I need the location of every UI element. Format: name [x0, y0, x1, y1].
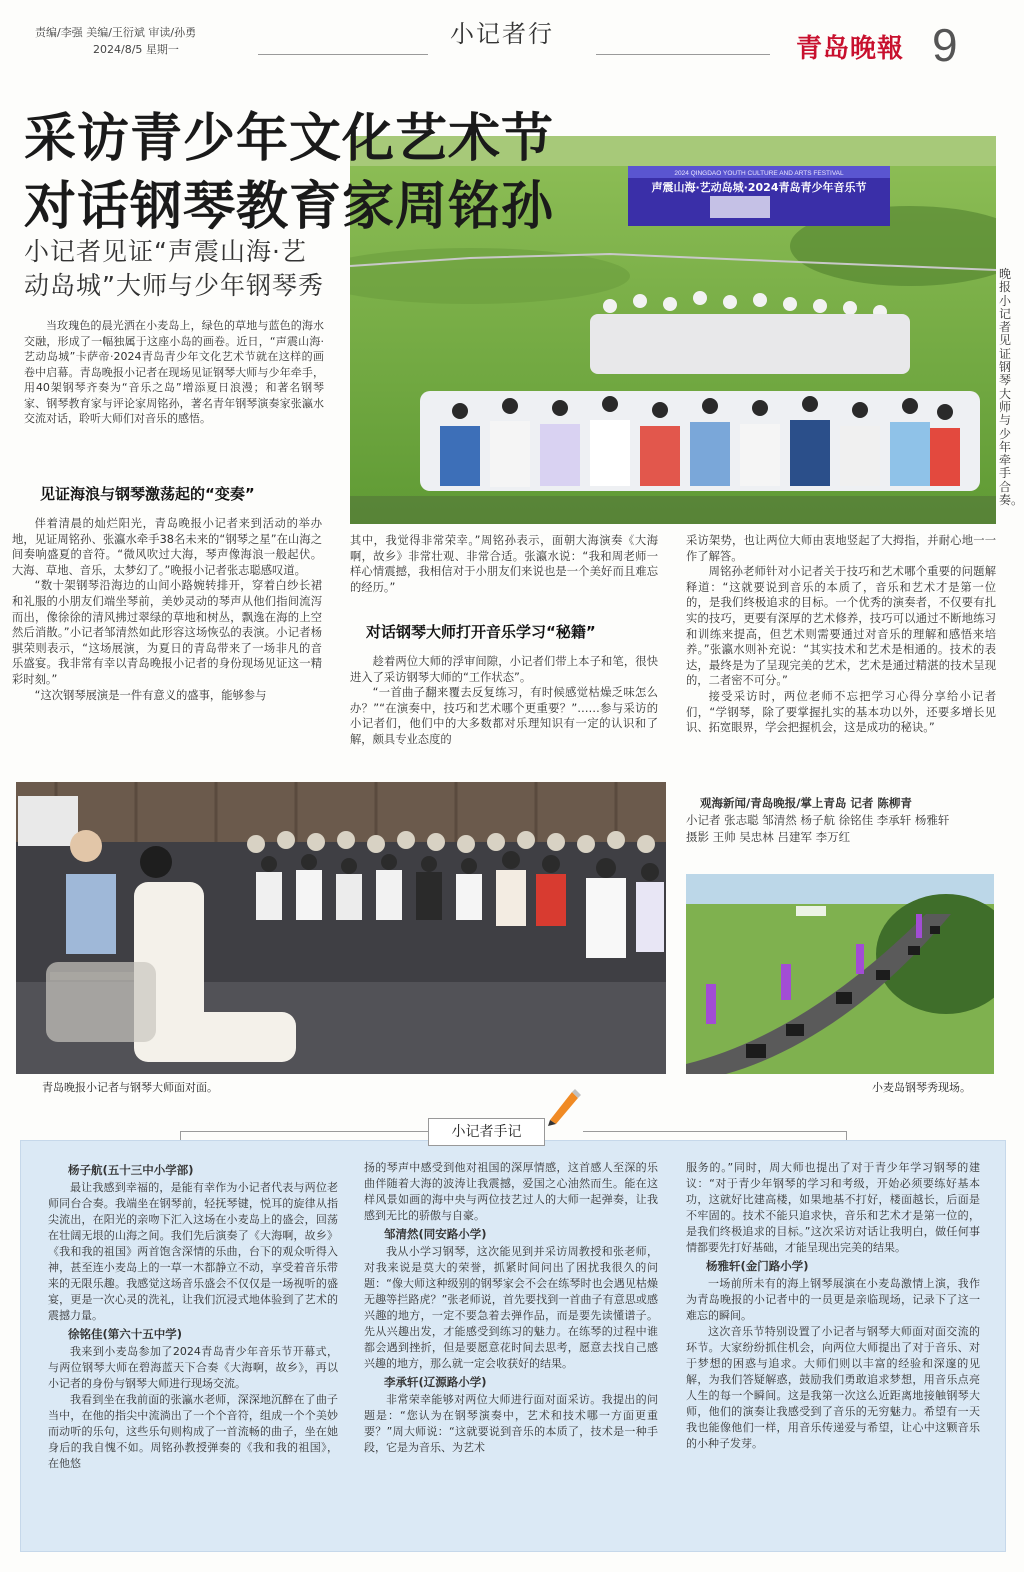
header-rule-left — [258, 54, 428, 55]
notes-rule-left — [180, 1131, 428, 1132]
notes-column-3 — [686, 1160, 980, 1452]
section1-body — [12, 516, 322, 703]
photo-interview-illustration — [16, 782, 666, 1074]
editor-credits — [35, 24, 196, 58]
note-author-yang-zihang: 杨子航(五十三中小学部) — [68, 1163, 194, 1177]
newspaper-logo: 青岛晚報 — [796, 34, 905, 64]
section2-para1: 趁着两位大师的浮审间隙，小记者们带上本子和笔，很快进入了采访钢琴大师的“工作状态”。 — [350, 655, 658, 684]
note-yang-yaxuan-text2: 这次音乐节特别设置了小记者与钢琴大师面对面交流的环节。大家纷纷抓住机会，向两位大师提出了对于音乐、对于梦想的困惑与追求。大师们则以丰富的经验和深邃的见解，为我们答疑解惑，鼓励我们勇敢追求梦想，用音乐点亮人生的每一个瞬间。这是我第一次这么近距离地接触钢琴大师，他们的演奏让我感受到了音乐的无穷魅力。希望有一天我也能像他们一样，用音乐传递爱与希望，让心中这颗音乐的小种子发芽。 — [686, 1325, 980, 1450]
note-author-zou-qingran: 邹清然(同安路小学) — [384, 1227, 487, 1241]
subheadline-line2: 动岛城”大师与少年钢琴秀 — [24, 271, 324, 300]
top-photo-caption: 晚报小记者见证钢琴大师与少年牵手合奏。 — [999, 267, 1024, 508]
note-yang-zihang-text: 最让我感到幸福的，是能有幸作为小记者代表与两位老师同台合奏。我端坐在钢琴前，轻抚琴键，悦耳的旋律从指尖流出，在阳光的亲吻下汇入这场在小麦岛上的盛会，回荡在壮阔无垠的山海之间。我们先后演奏了《大海啊，故乡》《我和我的祖国》两首饱含深情的乐曲，台下的观众听得入神，甚至连小麦岛上的一草一木都静立不动，享受着音乐带来的无限乐趣。我感觉这场音乐盛会不仅仅是一场视听的盛宴，更是一次心灵的洗礼，让我们沉浸式地体验到了艺术的震撼力量。 — [48, 1181, 338, 1322]
column3-body — [686, 533, 996, 736]
headline-line2: 对话钢琴教育家周铭孙 — [24, 177, 555, 237]
section2-body — [350, 654, 658, 748]
byline-kid-reporters: 小记者 张志聪 邹清然 杨子航 徐铭佳 李承轩 杨雅轩 — [686, 813, 950, 827]
section1-para2: “数十架钢琴沿海边的山间小路婉转排开，穿着白纱长裙和礼服的小朋友们端坐琴前，美妙灵动的琴声从他们指间流泻而出，像徐徐的清风拂过翠绿的草地和树丛，飘逸在海的上空然后消散。”小记者邹清然如此形容这场恢弘的表演。小记者杨骐荣则表示，“这场展演，为夏日的青岛带来了一场非凡的音乐盛宴。我非常有幸以青岛晚报小记者的身份现场见证这一精彩时刻。” — [12, 579, 322, 686]
note-xu-mingjia-text2: 我看到坐在我前面的张瀛水老师，深深地沉醉在了曲子当中，在他的指尖中流淌出了一个个音符，组成一个个美妙而动听的乐句，这些乐句则构成了一首流畅的曲子，坐在她身后的我自愧不如。周铭孙教授弹奏的《我和我的祖国》，在他悠 — [48, 1393, 338, 1470]
banner-text: 声震山海·艺动岛城·2024青岛青少年音乐节 — [651, 181, 867, 194]
note-author-li-chengxuan: 李承轩(辽源路小学) — [384, 1375, 487, 1389]
note-author-yang-yaxuan: 杨雅轩(金门路小学) — [706, 1259, 809, 1273]
notes-column-1 — [48, 1160, 338, 1472]
note-li-chengxuan-continued: 服务的。”同时，周大师也提出了对于青少年学习钢琴的建议：“对于青少年钢琴的学习和考级，开始必须要练好基本功，这就好比建高楼，如果地基不打好，楼面越长，后面是不牢固的。技术不能只追求快，音乐和艺术才是第一位的，是我们终极追求的目标。”这次采访对话让我明白，做任何事情都要先打好基础，才能呈现出完美的结果。 — [686, 1161, 980, 1254]
lead-paragraph — [24, 318, 324, 427]
section1-para3: “这次钢琴展演是一件有意义的盛事，能够参与 — [34, 688, 267, 702]
pen-icon-svg — [542, 1086, 582, 1126]
subheadline-line1: 小记者见证“声震山海·艺 — [24, 237, 307, 266]
notes-tag: 小记者手记 — [428, 1118, 545, 1146]
notes-rule-right — [583, 1131, 847, 1132]
photo-interview — [16, 782, 666, 1074]
note-xu-mingjia-continued: 扬的琴声中感受到他对祖国的深厚情感，这首感人至深的乐曲伴随着大海的波涛让我震撼，爱国之心油然而生。能在这样风景如画的海中央与两位技艺过人的大师一起弹奏，让我感到无比的骄傲与自豪。 — [364, 1161, 658, 1222]
pen-icon — [542, 1086, 582, 1126]
note-xu-mingjia-text1: 我来到小麦岛参加了2024青岛青少年音乐节开幕式，与两位钢琴大师在碧海蓝天下合奏《大海啊，故乡》，再以小记者的身份与钢琴大师进行现场交流。 — [48, 1345, 338, 1390]
photo-piano-show — [686, 874, 994, 1074]
section1-heading: 见证海浪与钢琴激荡起的“变奏” — [40, 485, 255, 503]
byline — [686, 795, 996, 846]
section1-continued: 其中，我觉得非常荣幸。”周铭孙表示，面朝大海演奏《大海啊，故乡》非常壮观、非常合适。张瀛水说：“我和周老师一样心情震撼，我相信对于小朋友们来说也是一个美好而且难忘的经历。” — [350, 534, 658, 594]
byline-photographers: 摄影 王帅 吴忠林 吕建军 李万红 — [686, 830, 851, 844]
note-zou-qingran-text: 我从小学习钢琴，这次能见到并采访周教授和张老师，对我来说是莫大的荣誉，抓紧时间问出了困扰我很久的问题：“像大师这种级别的钢琴家会不会在练琴时也会遇见枯燥无趣等拦路虎？”张老师说，首先要找到一首曲子有意思或感兴趣的地方，一定不要急着去弹作品，而是要先读懂谱子。先从兴趣出发，才能感受到练习的魅力。在练琴的过程中谁都会遇到挫折，但是要愿意花时间去思考，愿意去找自己感兴趣的地方，那么就一定会收获好的结果。 — [364, 1245, 658, 1370]
editors-line: 责编/李强 美编/王衍斌 审读/孙勇 — [35, 26, 197, 39]
section2-continued: 采访架势，也让两位大师由衷地竖起了大拇指，并耐心地一一作了解答。 — [686, 534, 996, 563]
section2-para2: “一首曲子翻来覆去反复练习，有时候感觉枯燥乏味怎么办？”“在演奏中，技巧和艺术哪个更重要？”……参与采访的小记者们，他们中的大多数都对乐理知识有一定的认识和了解，颇具专业态度的 — [350, 686, 658, 746]
note-li-chengxuan-text: 非常荣幸能够对两位大师进行面对面采访。我提出的问题是：“您认为在钢琴演奏中，艺术和技术哪一方面更重要？”周大师说：“这就要说到音乐的本质了，技术是一种手段，它是为音乐、为艺术 — [364, 1393, 658, 1454]
note-author-xu-mingjia: 徐铭佳(第六十五中学) — [68, 1327, 183, 1341]
headline-line1: 采访青少年文化艺术节 — [24, 109, 555, 169]
page-number: 9 — [932, 19, 958, 71]
right-photo-caption: 小麦岛钢琴秀现场。 — [872, 1081, 971, 1094]
section2-para3: 周铭孙老师针对小记者关于技巧和艺术哪个重要的问题解释道：“这就要说到音乐的本质了，音乐和艺术才是第一位的，是我们终极追求的目标。一个优秀的演奏者，不仅要有扎实的技巧，更要有深厚的艺术修养，技巧可以通过不断地练习和训练来提高，但艺术则需要通过对音乐的理解和感悟来培养。”张瀛水则补充说：“其实技术和艺术是相通的。技术的表达，最终是为了呈现完美的艺术，艺术是通过精湛的技术呈现的，二者密不可分。” — [686, 565, 996, 688]
photo-piano-show-illustration — [686, 874, 994, 1074]
lead-text: 当玫瑰色的晨光洒在小麦岛上，绿色的草地与蓝色的海水交融，形成了一幅独属于这座小岛的画卷。近日，“声震山海·艺动岛城”卡萨帝·2024青岛青少年文化艺术节就在这样的画卷中启幕。青岛晚报小记者在现场见证钢琴大师与少年牵手，用40架钢琴齐奏为“音乐之岛”增添夏日浪漫；和著名钢琴家、钢琴教育家与评论家周铭孙，著名青年钢琴演奏家张瀛水交流对话，聆听大师们对音乐的感悟。 — [24, 319, 324, 425]
column2-top — [350, 533, 658, 595]
byline-reporter: 观海新闻/青岛晚报/掌上青岛 记者 陈柳青 — [700, 796, 912, 810]
section2-para4: 接受采访时，两位老师不忘把学习心得分享给小记者们，“学钢琴，除了要掌握扎实的基本功以外，还要多增长见识、拓宽眼界，学会把握机会，这是成功的秘诀。” — [686, 689, 996, 735]
middle-photo-caption: 青岛晚报小记者与钢琴大师面对面。 — [42, 1081, 218, 1094]
section2-heading: 对话钢琴大师打开音乐学习“秘籍” — [366, 623, 596, 641]
section-title: 小记者行 — [450, 20, 554, 48]
note-yang-yaxuan-text1: 一场前所未有的海上钢琴展演在小麦岛激情上演，我作为青岛晚报的小记者中的一员更是亲临现场，记录下了这一难忘的瞬间。 — [686, 1277, 980, 1322]
section1-para1: 伴着清晨的灿烂阳光，青岛晚报小记者来到活动的举办地，见证周铭孙、张瀛水牵手38名未来的“钢琴之星”在山海之间奏响盛夏的音符。“微风吹过大海，琴声像海浪一般起伏。大海、草地、音乐，太梦幻了。”晚报小记者张志聪感叹道。 — [12, 517, 322, 577]
banner-english: 2024 QINGDAO YOUTH CULTURE AND ARTS FESTIVAL — [674, 170, 844, 177]
date-line: 2024/8/5 星期一 — [93, 43, 179, 56]
notes-column-2 — [364, 1160, 658, 1456]
header-rule-right — [596, 54, 770, 55]
